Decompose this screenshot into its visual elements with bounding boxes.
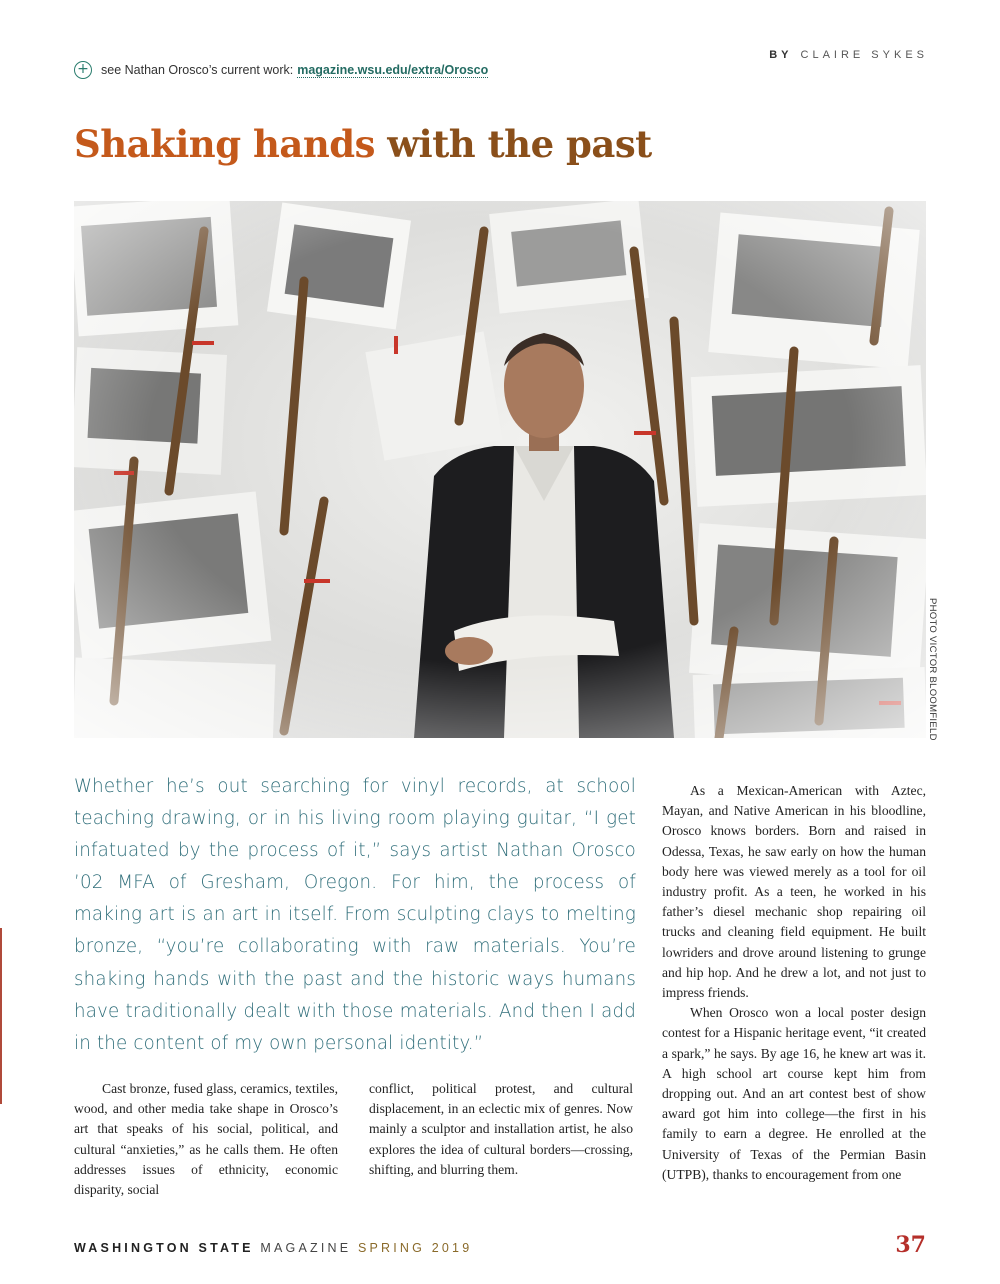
extra-link-text: see Nathan Orosco’s current work: [101, 63, 294, 77]
photo-credit: PHOTO VICTOR BLOOMFIELD [927, 598, 938, 741]
title-part-2: with the past [374, 122, 652, 166]
page-number: 37 [895, 1232, 926, 1258]
footer-magazine-name [74, 1241, 472, 1255]
title-part-1: Shaking hands [74, 122, 375, 166]
lede-paragraph: Whether he’s out searching for vinyl records, at school teaching drawing, or in his living room playing guitar, “I get infatuated by the process of it,” says artist Nathan Orosco ’02 MFA of Gresham, Oregon. For him, the process of making art is an art in itself. From sculpting clays to melting bronze, “you’re collaborating with raw materials. You’re shaking hands with the past and the historic ways humans have traditionally dealt with those materials. And then I add in the content of my own personal identity.” [74, 776, 636, 1054]
body-paragraph: As a Mexican-American with Aztec, Mayan, and Native American in his bloodline, Orosco knows borders. Born and raised in Odessa, Texas, he saw early on how the human body here was viewed merely as a tool for oil industry profit. As a teen, he worked in his father’s diesel mechanic shop repairing oil trucks and cleaning field equipment. He built lowriders and drove around listening to grunge and hip hop. And he drew a lot, and not just to impress friends. [662, 783, 926, 1001]
body-paragraph: Cast bronze, fused glass, ceramics, textiles, wood, and other media take shape in Orosco’s art that speaks of his social, political, and cultural “anxieties,” as he calls them. He often addresses issues of ethnicity, economic disparity, social [74, 1081, 338, 1198]
byline [769, 49, 928, 61]
page-edge-mark [0, 928, 2, 1104]
footer-wsu: WASHINGTON STATE [74, 1241, 254, 1255]
extra-link-url[interactable]: magazine.wsu.edu/extra/Orosco [297, 62, 489, 77]
extra-link-row [74, 61, 488, 79]
footer-magazine: MAGAZINE [260, 1241, 352, 1255]
artist-photo-illustration [74, 201, 926, 738]
footer-issue: SPRING 2019 [357, 1241, 473, 1255]
body-column-3 [662, 781, 926, 1185]
article-title [74, 122, 652, 166]
body-column-2 [369, 1079, 633, 1180]
body-paragraph: conflict, political protest, and cultural displacement, in an eclectic mix of genres. Now mainly a sculptor and installation artist, he also explores the idea of cultural borders—crossing, shifting, and blurring them. [369, 1081, 633, 1177]
byline-by: BY [769, 49, 793, 61]
body-column-1 [74, 1079, 338, 1200]
artist-photo [74, 201, 926, 738]
plus-circle-icon[interactable]: + [74, 61, 92, 79]
body-paragraph: When Orosco won a local poster design contest for a Hispanic heritage event, “it created a spark,” he says. By age 16, he knew art was it. A high school art course kept him from dropping out. And an art contest best of show award got him into college—the first in his family to earn a degree. He enrolled at the University of Texas of the Permian Basin (UTPB), thanks to encouragement from one [662, 1005, 926, 1182]
byline-author: CLAIRE SYKES [800, 49, 928, 61]
